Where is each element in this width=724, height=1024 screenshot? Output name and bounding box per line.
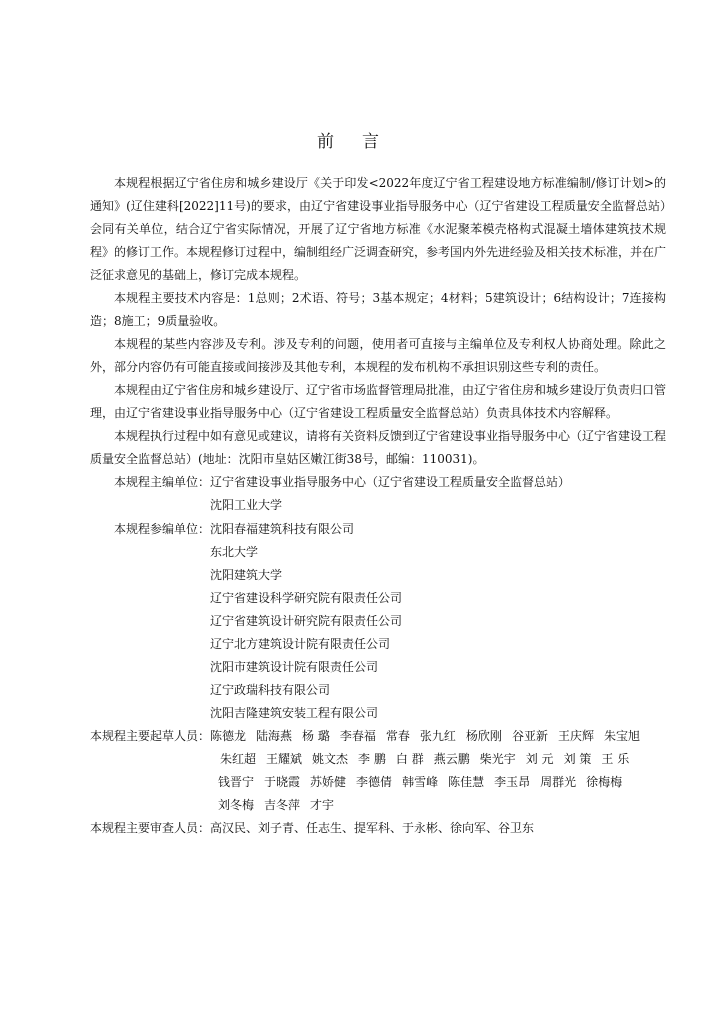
- participating-unit-item: 辽宁北方建筑设计院有限责任公司: [210, 637, 391, 651]
- drafters-list: [210, 725, 650, 748]
- drafter-name: 吉冬萍: [264, 798, 301, 812]
- drafter-name: 苏娇健: [310, 775, 347, 789]
- drafter-name: 杨欣刚: [465, 729, 502, 743]
- drafter-name: 周群光: [540, 775, 577, 789]
- drafters-line: [210, 725, 650, 748]
- drafter-name: 常春: [385, 729, 410, 743]
- participating-unit-item: 东北大学: [210, 545, 259, 559]
- reviewers-names: 高汉民、刘子青、任志生、提军科、于永彬、徐向军、谷卫东: [210, 821, 535, 835]
- drafter-name: 陈佳慧: [448, 775, 485, 789]
- drafter-name: 李春福: [339, 729, 376, 743]
- paragraph-basis: 本规程根据辽宁省住房和城乡建设厅《关于印发<2022年度辽宁省工程建设地方标准编制/修订计划>的通知》(辽住建科[2022]11号)的要求，由辽宁省建设事业指导服务中心（辽宁省建设工程质量安全监督总站）会同有关单位，结合辽宁省实际情况，开展了辽宁省地方标准《水泥聚苯模壳格构式混凝土墙体建筑技术规程》的修订工作。本规程修订过程中，编制组经广泛调查研究，参考国内外先进经验及相关技术标准，并在广泛征求意见的基础上，修订完成本规程。: [90, 176, 667, 282]
- drafter-name: 陆海燕: [256, 729, 293, 743]
- drafter-name: 才宇: [310, 798, 335, 812]
- participating-units-list: [210, 518, 402, 725]
- reviewers-label: 本规程主要审查人员：: [90, 821, 211, 835]
- document-body: [90, 172, 666, 840]
- participating-units-label: 本规程参编单位：: [114, 522, 211, 536]
- page-title-text: 前言: [317, 132, 407, 152]
- drafter-name: 姚文杰: [312, 752, 349, 766]
- page-title: [0, 127, 724, 152]
- drafter-name: 韩雪峰: [402, 775, 439, 789]
- chief-units-block: [90, 471, 666, 517]
- chief-unit-item: 辽宁省建设事业指导服务中心（辽宁省建设工程质量安全监督总站）: [210, 475, 571, 489]
- drafter-name: 刘 元: [525, 752, 554, 766]
- chief-units-label: 本规程主编单位：: [114, 475, 211, 489]
- drafters-line: [90, 794, 666, 817]
- chief-unit-item: 沈阳工业大学: [210, 498, 283, 512]
- drafter-name: 燕云鹏: [433, 752, 470, 766]
- drafter-name: 谷亚新: [511, 729, 548, 743]
- participating-unit-item: 辽宁省建设科学研究院有限责任公司: [210, 591, 403, 605]
- drafter-name: 刘 策: [563, 752, 592, 766]
- paragraph-approval: 本规程由辽宁省住房和城乡建设厅、辽宁省市场监督管理局批准，由辽宁省住房和城乡建设厅负责归口管理，由辽宁省建设事业指导服务中心（辽宁省建设工程质量安全监督总站）负责具体技术内容解释。: [90, 383, 667, 420]
- paragraph-contents: 本规程主要技术内容是：1总则；2术语、符号；3基本规定；4材料；5建筑设计；6结构设计；7连接构造；8施工；9质量验收。: [90, 291, 666, 328]
- drafter-name: 朱红超: [220, 752, 257, 766]
- chief-units-list: [210, 471, 570, 517]
- paragraph-feedback: 本规程执行过程中如有意见或建议，请将有关资料反馈到辽宁省建设事业指导服务中心（辽宁省建设工程质量安全监督总站）(地址：沈阳市皇姑区嫩江街38号，邮编：110031)。: [90, 429, 667, 466]
- drafter-name: 王 乐: [601, 752, 630, 766]
- drafters-block: [90, 725, 666, 748]
- drafter-name: 李玉昂: [494, 775, 531, 789]
- drafter-name: 陈德龙: [210, 729, 247, 743]
- drafters-line: [90, 748, 666, 771]
- participating-unit-item: 辽宁省建筑设计研究院有限责任公司: [210, 614, 403, 628]
- drafter-name: 白 群: [395, 752, 424, 766]
- paragraph-patents: 本规程的某些内容涉及专利。涉及专利的问题，使用者可直接与主编单位及专利权人协商处理。除此之外，部分内容仍有可能直接或间接涉及其他专利，本规程的发布机构不承担识别这些专利的责任。: [90, 337, 666, 374]
- drafter-name: 刘冬梅: [218, 798, 255, 812]
- drafters-label: 本规程主要起草人员：: [90, 729, 211, 743]
- participating-unit-item: 辽宁政瑞科技有限公司: [210, 683, 331, 697]
- participating-unit-item: 沈阳春福建筑科技有限公司: [210, 522, 355, 536]
- participating-unit-item: 沈阳市建筑设计院有限责任公司: [210, 660, 379, 674]
- reviewers-block: [90, 817, 666, 840]
- drafter-name: 徐梅梅: [586, 775, 623, 789]
- drafters-line: [90, 771, 666, 794]
- drafter-name: 王庆辉: [557, 729, 594, 743]
- drafter-name: 于晓霞: [264, 775, 301, 789]
- drafter-name: 杨 璐: [302, 729, 330, 743]
- drafter-name: 王耀斌: [266, 752, 303, 766]
- drafter-name: 李德倩: [356, 775, 393, 789]
- participating-units-block: [90, 518, 666, 725]
- drafter-name: 李 鹏: [358, 752, 386, 766]
- drafter-name: 钱晋宁: [218, 775, 255, 789]
- drafter-name: 朱宝旭: [603, 729, 640, 743]
- drafter-name: 柴光宇: [479, 752, 516, 766]
- participating-unit-item: 沈阳吉隆建筑安装工程有限公司: [210, 706, 379, 720]
- participating-unit-item: 沈阳建筑大学: [210, 568, 283, 582]
- drafter-name: 张九红: [419, 729, 456, 743]
